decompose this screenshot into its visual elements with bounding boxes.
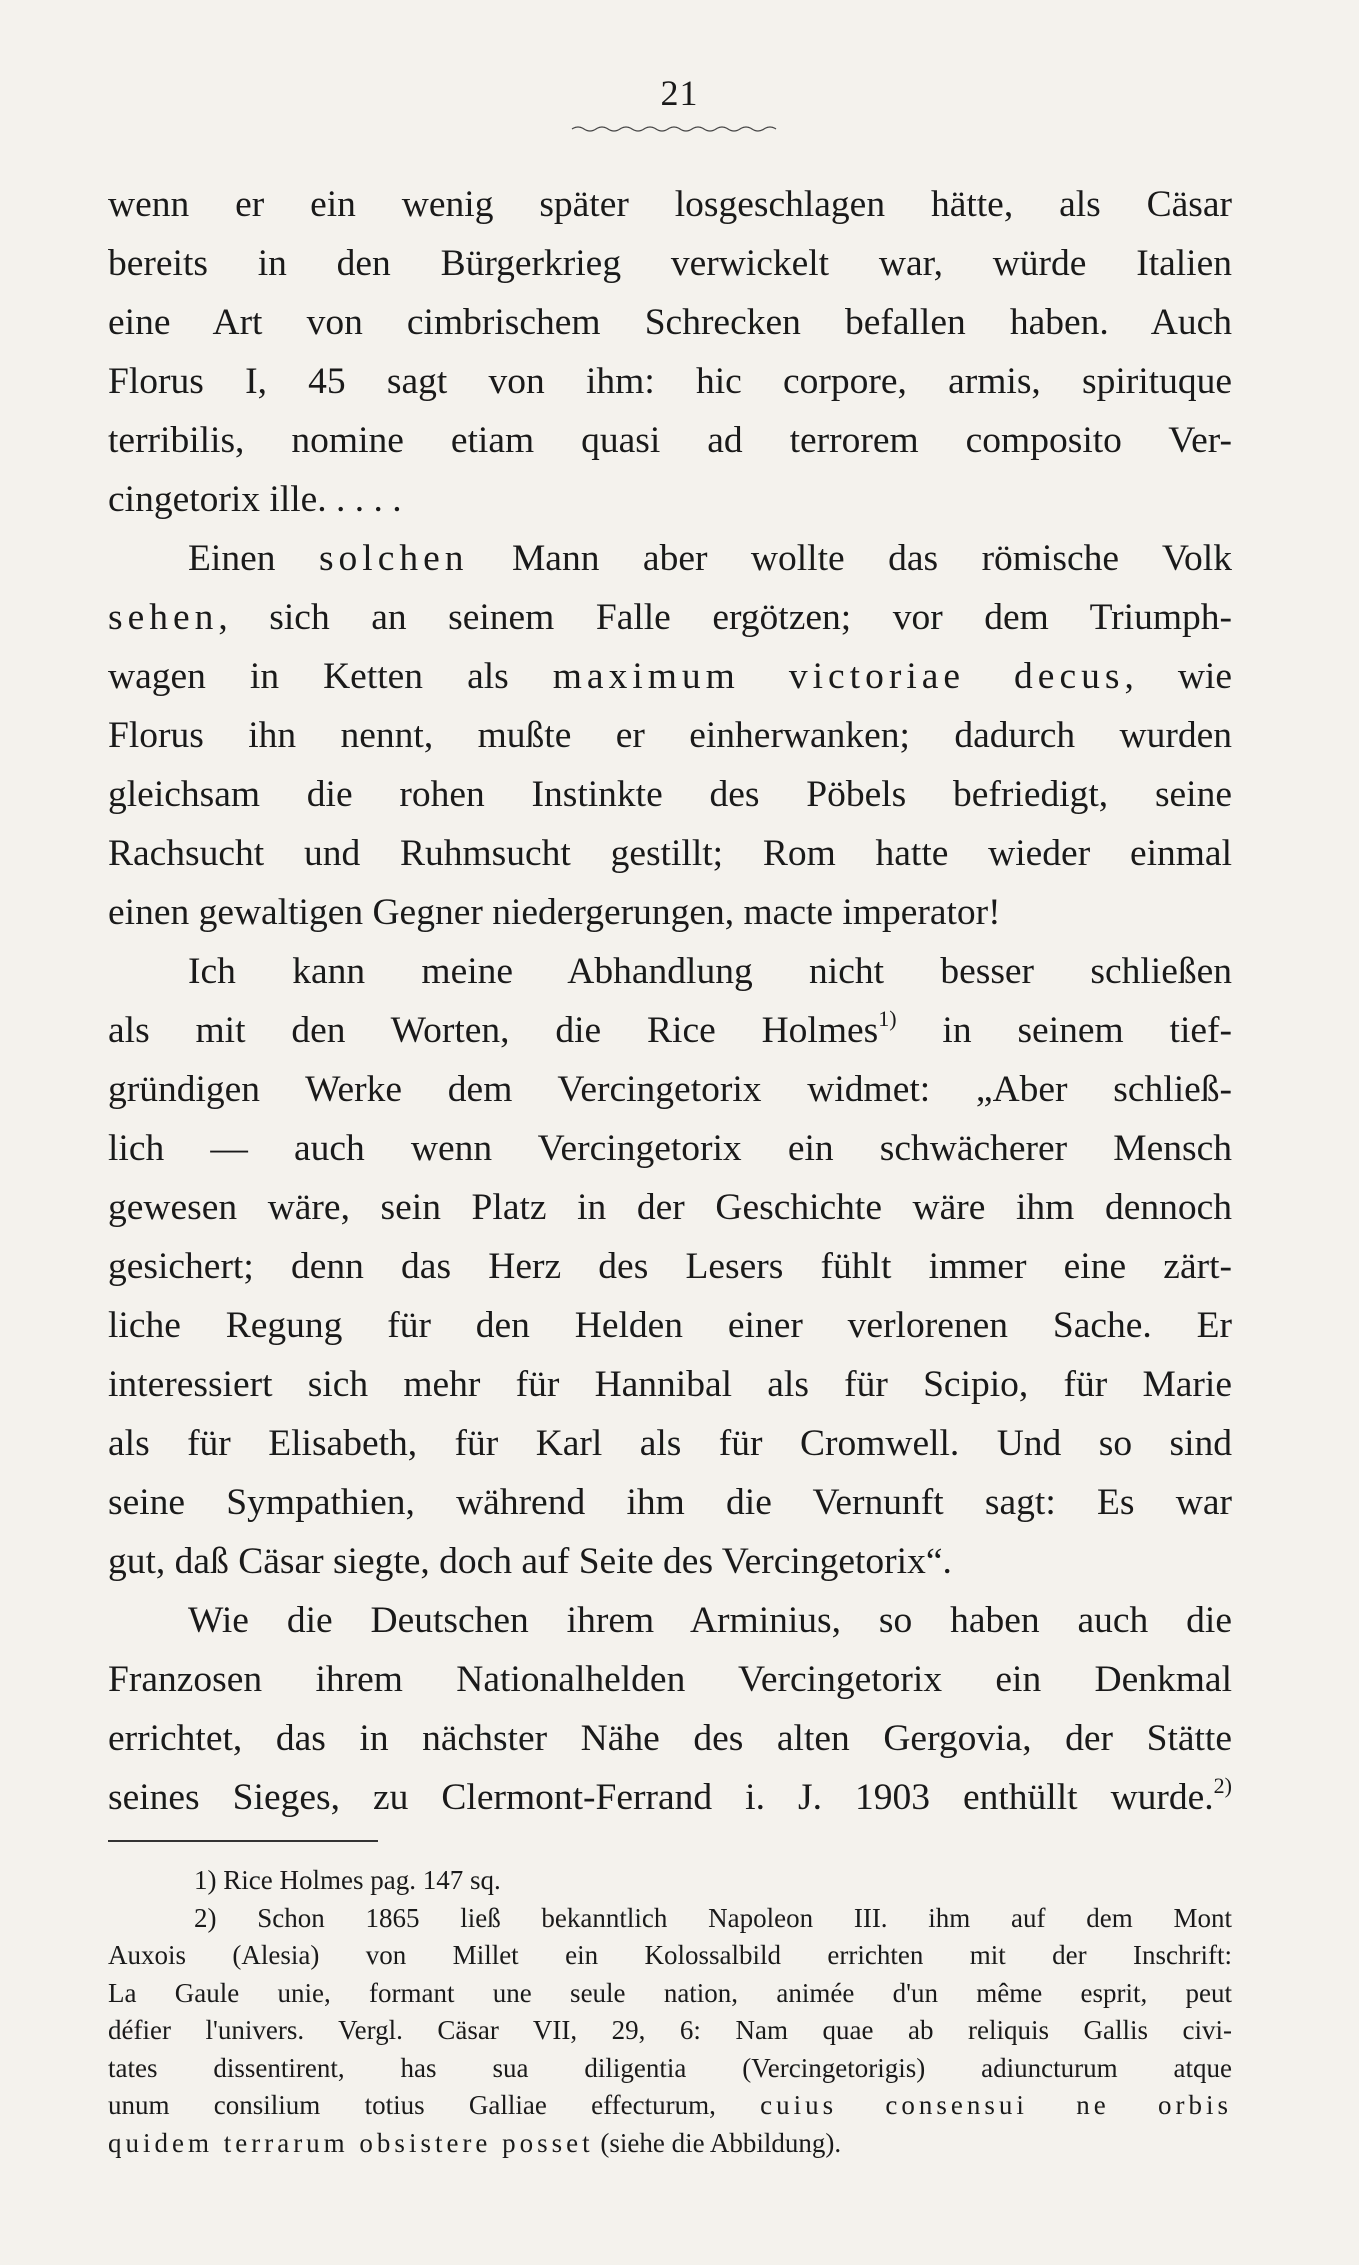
body-text: [108, 175, 1232, 1827]
text-line: gut, daß Cäsar siegte, doch auf Seite des Vercingetorix“.: [108, 1541, 952, 1582]
paragraph-1: [108, 175, 1232, 529]
footnote-2-line: La Gaule unie, formant une seule nation, animée d'un même esprit, peut: [108, 1977, 1232, 2008]
text-line: [108, 588, 1232, 647]
emphasis-spaced: cuius consensui ne orbis: [760, 2090, 1232, 2120]
text-line: eine Art von cimbrischem Schrecken befallen haben. Auch: [108, 302, 1232, 343]
footnote-2-line: [108, 2125, 1232, 2163]
text-line: errichtet, das in nächster Nähe des alten Gergovia, der Stätte: [108, 1718, 1232, 1759]
text-run: wagen in Ketten als: [108, 656, 553, 697]
text-run: seines Sieges, zu Clermont-Ferrand i. J. 1903 enthüllt wurde.: [108, 1777, 1214, 1818]
footnote-2-line: défier l'univers. Vergl. Cäsar VII, 29, 6: Nam quae ab reliquis Gallis civi-: [108, 2015, 1232, 2045]
text-line: [108, 529, 1232, 588]
footnote-1: 1) Rice Holmes pag. 147 sq.: [194, 1865, 501, 1895]
footnote-divider: [108, 1840, 378, 1842]
emphasis-spaced: solchen: [318, 538, 469, 579]
text-run: als mit den Worten, die Rice Holmes: [108, 1010, 879, 1051]
text-line: interessiert sich mehr für Hannibal als für Scipio, für Marie: [108, 1364, 1232, 1405]
text-run: in seinem tief-: [896, 1010, 1232, 1051]
text-line: gründigen Werke dem Vercingetorix widmet: „Aber schließ-: [108, 1069, 1232, 1110]
text-line: gleichsam die rohen Instinkte des Pöbels befriedigt, seine: [108, 774, 1232, 815]
text-run: Einen: [188, 538, 319, 579]
text-line: [108, 1768, 1232, 1827]
paragraph-3: [108, 942, 1232, 1591]
text-line: Ich kann meine Abhandlung nicht besser schließen: [188, 951, 1232, 992]
paragraph-4: [108, 1591, 1232, 1827]
text-run: Mann aber wollte das römische Volk: [468, 538, 1232, 579]
emphasis-spaced: maximum victoriae decus: [552, 656, 1125, 697]
emphasis-spaced: sehen: [108, 597, 219, 638]
text-line: Franzosen ihrem Nationalhelden Vercingetorix ein Denkmal: [108, 1659, 1232, 1700]
page-number: 21: [660, 73, 699, 113]
text-line: liche Regung für den Helden einer verlorenen Sache. Er: [108, 1305, 1232, 1346]
text-line: gesichert; denn das Herz des Lesers fühlt immer eine zärt-: [108, 1246, 1232, 1287]
text-line: [108, 647, 1232, 706]
footnotes: [108, 1862, 1232, 2162]
text-line: [108, 1001, 1232, 1060]
text-line: einen gewaltigen Gegner niedergerungen, macte imperator!: [108, 892, 1001, 933]
text-line: terribilis, nomine etiam quasi ad terrorem composito Ver-: [108, 420, 1232, 461]
text-line: cingetorix ille. . . . .: [108, 479, 402, 520]
page-number-ornament: [570, 124, 780, 134]
paragraph-2: [108, 529, 1232, 942]
text-line: gewesen wäre, sein Platz in der Geschichte wäre ihm dennoch: [108, 1187, 1232, 1228]
footnote-ref-1[interactable]: 1): [878, 1006, 897, 1031]
text-run: , wie: [1124, 656, 1232, 697]
footnote-2-line: 2) Schon 1865 ließ bekanntlich Napoleon III. ihm auf dem Mont: [194, 1902, 1232, 1933]
text-line: Florus ihn nennt, mußte er einherwanken; dadurch wurden: [108, 715, 1232, 756]
text-line: seine Sympathien, während ihm die Vernunft sagt: Es war: [108, 1482, 1232, 1523]
text-line: als für Elisabeth, für Karl als für Cromwell. Und so sind: [108, 1423, 1232, 1464]
text-line: Wie die Deutschen ihrem Arminius, so haben auch die: [188, 1600, 1232, 1641]
text-run: , sich an seinem Falle ergötzen; vor dem Triumph-: [218, 597, 1232, 638]
footnote-2-line: tates dissentirent, has sua diligentia (Vercingetorigis) adiuncturum atque: [108, 2052, 1232, 2083]
footnote-ref-2[interactable]: 2): [1213, 1773, 1232, 1798]
footnote-2-line: [108, 2087, 1232, 2125]
text-line: Florus I, 45 sagt von ihm: hic corpore, armis, spirituque: [108, 361, 1232, 402]
text-line: lich — auch wenn Vercingetorix ein schwächerer Mensch: [108, 1128, 1232, 1169]
emphasis-spaced: quidem terrarum obsistere posset: [108, 2127, 594, 2158]
text-run: unum consilium totius Galliae effecturum,: [108, 2090, 761, 2120]
text-line: Rachsucht und Ruhmsucht gestillt; Rom hatte wieder einmal: [108, 833, 1232, 874]
text-run: (siehe die Abbildung).: [593, 2127, 842, 2158]
text-line: bereits in den Bürgerkrieg verwickelt war, würde Italien: [108, 243, 1232, 284]
text-line: wenn er ein wenig später losgeschlagen hätte, als Cäsar: [108, 184, 1232, 225]
footnote-2-line: Auxois (Alesia) von Millet ein Kolossalbild errichten mit der Inschrift:: [108, 1940, 1232, 1970]
